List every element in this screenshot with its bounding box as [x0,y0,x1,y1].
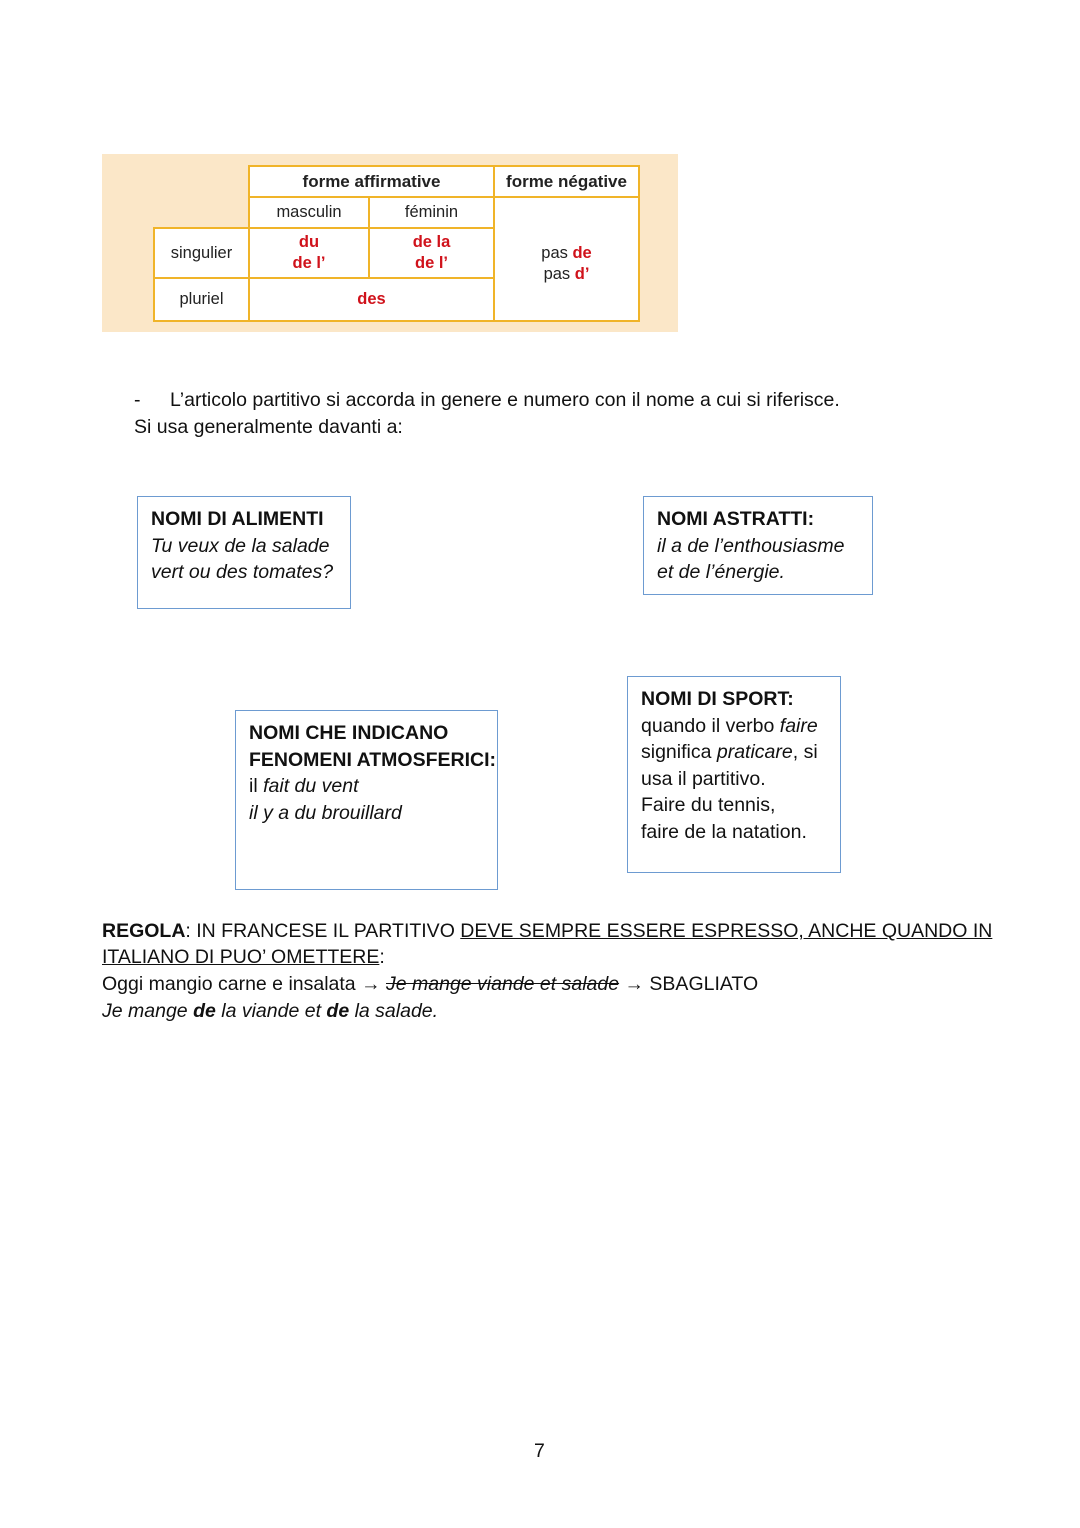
row-plural: pluriel [153,277,250,322]
neg-article-de: de [572,244,592,262]
box-text: Faire du tennis, [641,794,776,816]
text: significa [641,741,717,763]
box-text: usa il partitivo. [641,767,766,790]
text: : IN FRANCESE IL PARTITIVO [185,920,461,942]
box-title: NOMI CHE INDICANO [249,722,449,744]
text: faire [779,714,818,737]
text: la viande et [215,1000,327,1022]
arrow-icon: → [619,973,650,995]
header-negative: forme négative [493,165,640,198]
header-affirmative: forme affirmative [248,165,495,198]
text: : [379,946,385,968]
form-de-l: de l’ [414,254,448,272]
box-abstract-nouns [643,496,873,595]
text: Je mange [102,1000,194,1022]
neg-prefix: pas [541,244,573,262]
wrong-label: SBAGLIATO [649,973,759,995]
negative-forms [493,196,640,322]
text: la salade. [349,1000,439,1022]
rule-correct-example [102,998,438,1025]
form-du: du [298,233,320,251]
text: Oggi mangio carne e insalata [102,973,362,995]
row-singular: singulier [153,227,250,279]
box-example: vert ou des tomates? [151,561,334,583]
text: de [193,1000,216,1022]
intro-line-1: L’articolo partitivo si accorda in genere e numero con il nome a cui si riferisce. [170,389,840,411]
box-text: faire de la natation. [641,820,807,843]
box-sport-nouns [627,676,841,873]
rule-label: REGOLA [102,920,186,942]
form-de-l: de l’ [292,254,326,272]
plural-form [248,277,495,322]
box-text [641,739,840,766]
text: praticare [716,741,793,763]
box-text [641,713,840,740]
intro-line-2: Si usa generalmente davanti a: [134,416,403,438]
text: de [326,1000,350,1022]
neg-prefix: pas [543,265,575,283]
text: fait du vent [263,775,359,797]
box-example: il a de l’enthousiasme [657,534,845,557]
box-title: FENOMENI ATMOSFERICI: [249,748,496,771]
box-food-nouns [137,496,351,609]
box-example: et de l’énergie. [657,561,785,583]
neg-article-d: d’ [574,265,590,283]
box-example: Tu veux de la salade [151,534,330,557]
form-de-la: de la [412,233,451,251]
text: , si [792,741,818,763]
rule-underlined: DEVE SEMPRE ESSERE ESPRESSO, ANCHE QUANDO IN [460,920,993,942]
text: quando il verbo [641,714,780,737]
form-des: des [357,290,386,308]
box-title: NOMI ASTRATTI: [657,508,815,530]
text: il [249,775,264,797]
box-example: il y a du brouillard [249,801,402,824]
col-feminine: féminin [368,196,495,229]
page-number: 7 [534,1440,545,1462]
arrow-icon: → [361,973,386,995]
fem-singular-forms [368,227,495,279]
wrong-translation: Je mange viande et salade [386,973,620,995]
rule-underlined: ITALIANO DI PUO’ OMETTERE [102,946,380,968]
box-weather-nouns [235,710,498,890]
partitive-article-table [102,154,678,332]
rule-line-1 [102,918,992,945]
rule-line-2 [102,944,385,971]
col-masculine: masculin [248,196,370,229]
masc-singular-forms [248,227,370,279]
intro-bullet: - [134,389,141,411]
box-title: NOMI DI SPORT: [641,688,794,710]
box-title: NOMI DI ALIMENTI [151,508,324,530]
box-example [249,773,497,800]
rule-wrong-example [102,971,758,998]
